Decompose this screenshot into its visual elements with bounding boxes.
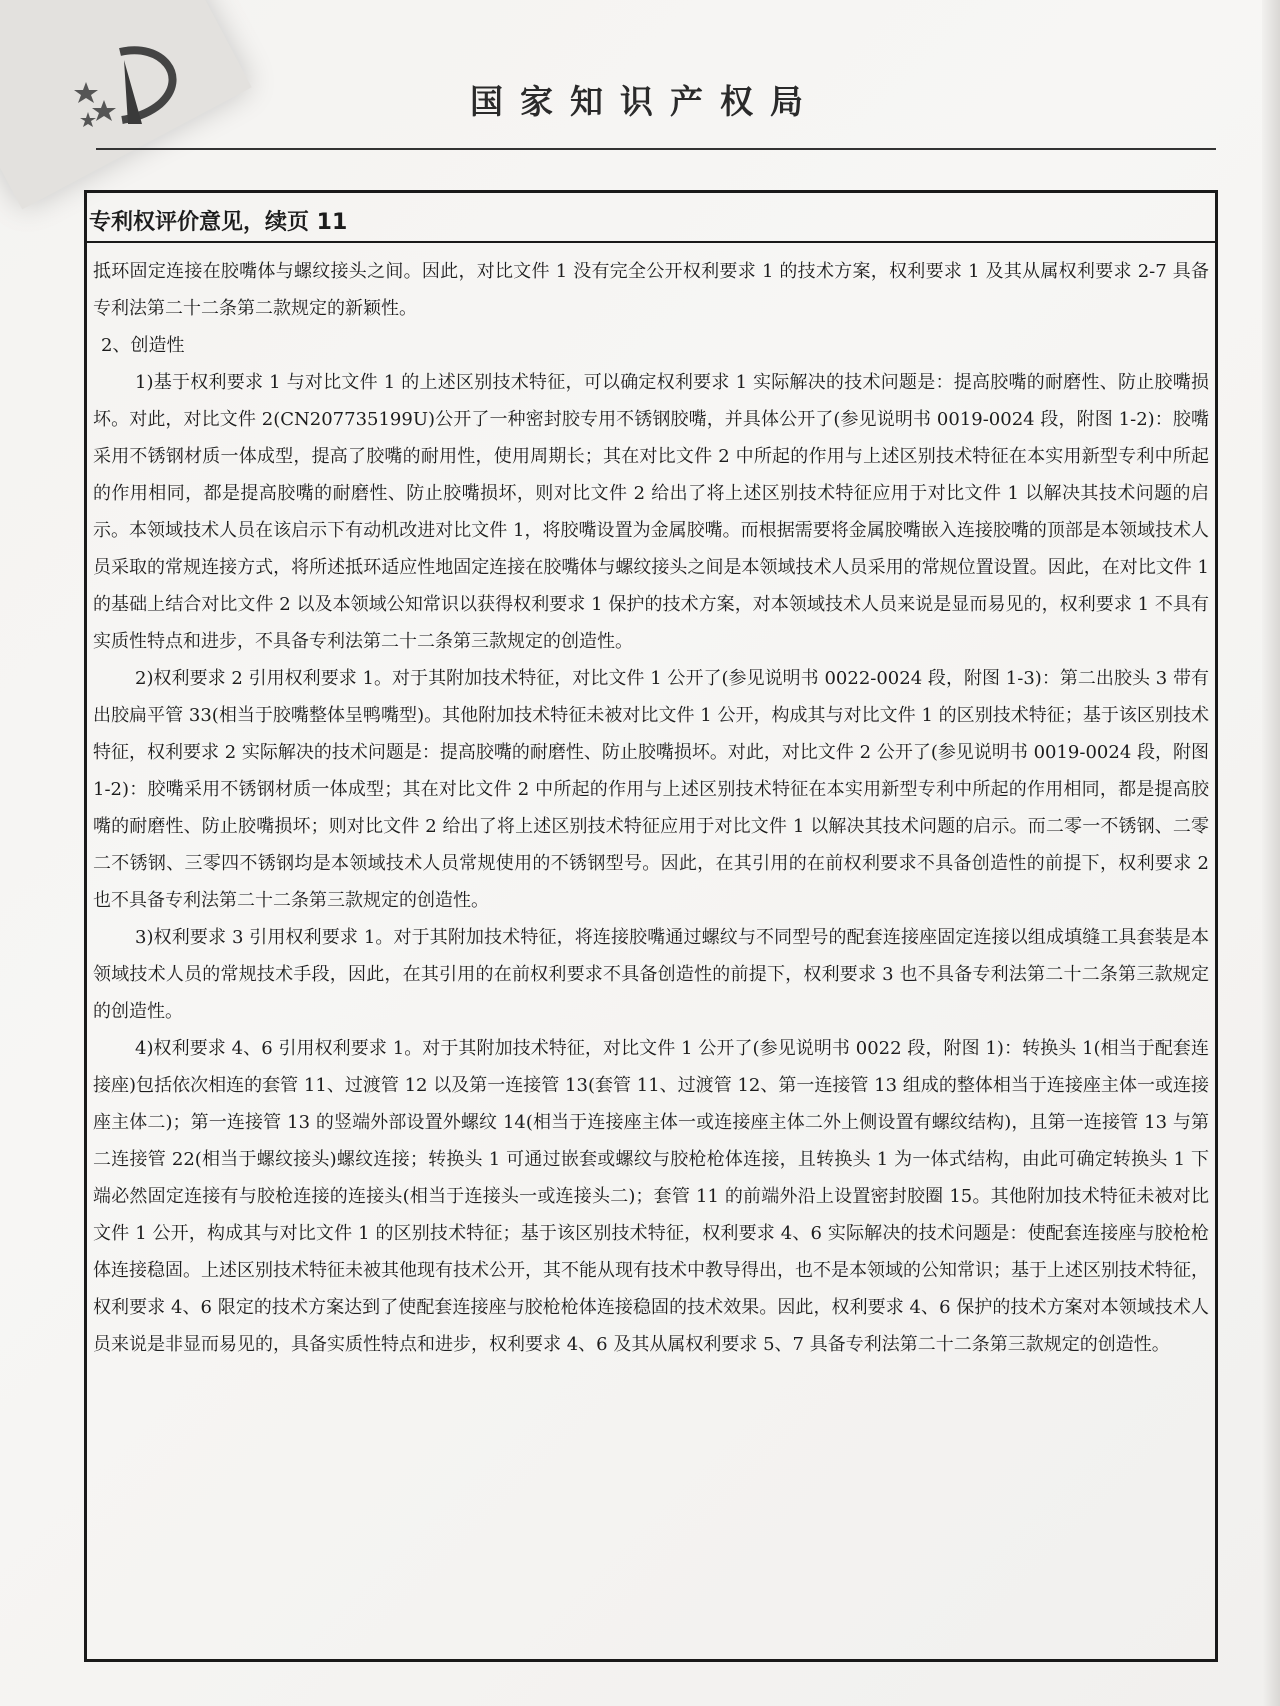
header-divider — [96, 148, 1216, 150]
paragraph-claims-4-6: 4)权利要求 4、6 引用权利要求 1。对于其附加技术特征，对比文件 1 公开了(参见说明书 0022 段，附图 1)：转换头 1(相当于配套连接座)包括依次相连的套管 11、过渡管 12 以及第一连接管 13(套管 11、过渡管 12、第一连接管 13 组成的整体相当于连接座主体一或连接座主体二)；第一连接管 13 的竖端外部设置外螺纹 14(相当于连接座主体一或连接座主体二外上侧设置有螺纹结构)，且第一连接管 13 与第二连接管 22(相当于螺纹接头)螺纹连接；转换头 1 可通过嵌套或螺纹与胶枪枪体连接，且转换头 1 为一体式结构，由此可确定转换头 1 下端必然固定连接有与胶枪连接的连接头(相当于连接头一或连接头二)；套管 11 的前端外沿上设置密封胶圈 15。其他附加技术特征未被对比文件 1 公开，构成其与对比文件 1 的区别技术特征；基于该区别技术特征，权利要求 4、6 实际解决的技术问题是：使配套连接座与胶枪枪体连接稳固。上述区别技术特征未被其他现有技术公开，其不能从现有技术中教导得出，也不是本领域的公知常识；基于上述区别技术特征，权利要求 4、6 限定的技术方案达到了使配套连接座与胶枪枪体连接稳固的技术效果。因此，权利要求 4、6 保护的技术方案对本领域技术人员来说是非显而易见的，具备实质性特点和进步，权利要求 4、6 及其从属权利要求 5、7 具备专利法第二十二条第三款规定的创造性。 — [93, 1038, 1209, 1355]
paragraph-claim-2: 2)权利要求 2 引用权利要求 1。对于其附加技术特征，对比文件 1 公开了(参见说明书 0022-0024 段，附图 1-3)：第二出胶头 3 带有出胶扁平管 33(相当于胶嘴整体呈鸭嘴型)。其他附加技术特征未被对比文件 1 公开，构成其与对比文件 1 的区别技术特征；基于该区别技术特征，权利要求 2 实际解决的技术问题是：提高胶嘴的耐磨性、防止胶嘴损坏。对此，对比文件 2 公开了(参见说明书 0019-0024 段，附图 1-2)：胶嘴采用不锈钢材质一体成型；其在对比文件 2 中所起的作用与上述区别技术特征在本实用新型专利中所起的作用相同，都是提高胶嘴的耐磨性、防止胶嘴损坏；则对比文件 2 给出了将上述区别技术特征应用于对比文件 1 以解决其技术问题的启示。而二零一不锈钢、二零二不锈钢、三零四不锈钢均是本领域技术人员常规使用的不锈钢型号。因此，在其引用的在前权利要求不具备创造性的前提下，权利要求 2 也不具备专利法第二十二条第三款规定的创造性。 — [93, 668, 1209, 911]
paragraph-novelty-conclusion: 抵环固定连接在胶嘴体与螺纹接头之间。因此，对比文件 1 没有完全公开权利要求 1 的技术方案，权利要求 1 及其从属权利要求 2-7 具备专利法第二十二条第二款规定的新颖性。 — [93, 261, 1209, 319]
paragraph-claim-1: 1)基于权利要求 1 与对比文件 1 的上述区别技术特征，可以确定权利要求 1 实际解决的技术问题是：提高胶嘴的耐磨性、防止胶嘴损坏。对此，对比文件 2(CN207735199U)公开了一种密封胶专用不锈钢胶嘴，并具体公开了(参见说明书 0019-0024 段，附图 1-2)：胶嘴采用不锈钢材质一体成型，提高了胶嘴的耐用性，使用周期长；其在对比文件 2 中所起的作用与上述区别技术特征在本实用新型专利中所起的作用相同，都是提高胶嘴的耐磨性、防止胶嘴损坏，则对比文件 2 给出了将上述区别技术特征应用于对比文件 1 以解决其技术问题的启示。本领域技术人员在该启示下有动机改进对比文件 1，将胶嘴设置为金属胶嘴。而根据需要将金属胶嘴嵌入连接胶嘴的顶部是本领域技术人员采取的常规连接方式，将所述抵环适应性地固定连接在胶嘴体与螺纹接头之间是本领域技术人员采用的常规位置设置。因此，在对比文件 1 的基础上结合对比文件 2 以及本领域公知常识以获得权利要求 1 保护的技术方案，对本领域技术人员来说是显而易见的，权利要求 1 不具有实质性特点和进步，不具备专利法第二十二条第三款规定的创造性。 — [93, 372, 1209, 652]
organization-title: 国家知识产权局 — [470, 82, 820, 121]
paragraph-claim-3: 3)权利要求 3 引用权利要求 1。对于其附加技术特征，将连接胶嘴通过螺纹与不同型号的配套连接座固定连接以组成填缝工具套装是本领域技术人员的常规技术手段，因此，在其引用的在前权利要求不具备创造性的前提下，权利要求 3 也不具备专利法第二十二条第三款规定的创造性。 — [93, 927, 1209, 1022]
heading-inventiveness: 2、创造性 — [101, 335, 185, 356]
document-body — [93, 253, 1209, 1363]
section-title: 专利权评价意见，续页 11 — [87, 193, 1215, 243]
cnipa-logo-icon — [72, 42, 182, 132]
page-edge — [1262, 0, 1280, 1706]
document-frame — [84, 190, 1218, 1662]
